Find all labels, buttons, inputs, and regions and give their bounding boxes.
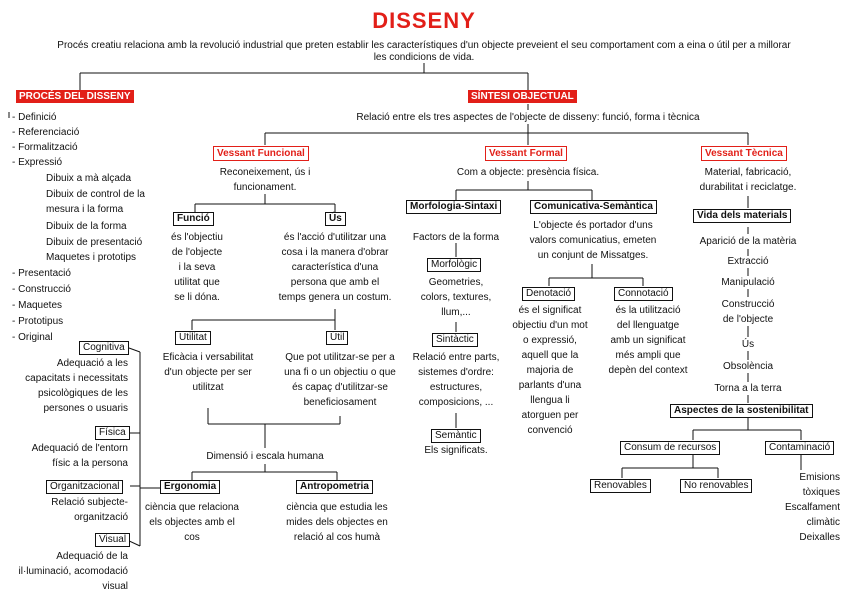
connotacio-box: Connotació	[614, 287, 673, 301]
renovables-box: Renovables	[590, 479, 651, 493]
list-subitem: Dibuix de presentació	[46, 237, 143, 248]
antropometria-box: Antropometria	[296, 480, 373, 494]
text-line: aquell que la	[521, 350, 579, 361]
list-item: - Maquetes	[12, 300, 63, 311]
list-subitem: Dibuix a mà alçada	[46, 173, 132, 184]
text-line: Geometries,	[428, 277, 484, 288]
text-line: d'un objecte per ser	[164, 367, 252, 378]
text-line: visual	[102, 581, 128, 592]
text-line: més ampli que	[615, 350, 681, 361]
text-line: durabilitat i reciclatge.	[699, 182, 797, 193]
text-line: tòxiques	[802, 487, 840, 498]
text-line: Adequació de la	[56, 551, 128, 562]
vida-step: Ús	[741, 339, 755, 350]
text-line: se li dóna.	[174, 292, 220, 303]
text-line: sistemes d'ordre:	[418, 367, 494, 378]
text-line: organització	[74, 512, 128, 523]
text-line: cosa i la manera d'obrar	[281, 247, 389, 258]
text-line: Material, fabricació,	[704, 167, 792, 178]
sintesi-header: SÍNTESI OBJECTUAL	[468, 90, 577, 103]
list-item: - Expressió	[12, 157, 63, 168]
text-line: un conjunt de Missatges.	[537, 250, 649, 261]
text-line: utilitzat	[192, 382, 224, 393]
vida-step: de l'objecte	[722, 314, 774, 325]
proces-header: PROCÉS DEL DISSENY	[16, 90, 134, 103]
list-subitem: mesura i la forma	[46, 204, 124, 215]
ergonomia-text	[132, 500, 252, 545]
text-line: Adequació de l'entorn	[31, 443, 128, 454]
text-line: atorguen per	[521, 410, 579, 421]
vessant-tecnica: Vessant Tècnica	[701, 146, 787, 161]
text-line: relació al cos humà	[293, 532, 381, 543]
denotacio-text	[500, 303, 600, 438]
text-line: Emisions	[799, 472, 840, 483]
funcio-text	[150, 230, 244, 305]
list-subitem: Maquetes i prototips	[46, 252, 137, 263]
text-line: ciència que relaciona	[145, 502, 239, 513]
intro-line-1: Procés creatiu relaciona amb la revolució industrial que preten establir les característiques d'un objecte preveient el seu comportament com a eina o útil per a millorar	[57, 40, 791, 51]
util-text	[270, 350, 410, 410]
denotacio-box: Denotació	[522, 287, 575, 301]
list-item: - Construcció	[12, 284, 71, 295]
text-line: Que pot utilitzar-se per a	[285, 352, 395, 363]
list-subitem: Dibuix de control de la	[46, 189, 145, 200]
morfologia-sub: Factors de la forma	[412, 232, 500, 243]
ergonomia-box: Ergonomia	[160, 480, 220, 494]
text-line: Relació subjecte-	[51, 497, 128, 508]
text-line: o expressió,	[523, 335, 577, 346]
consum-recursos-box: Consum de recursos	[620, 441, 720, 455]
text-line: Escalfament	[784, 502, 840, 513]
utilitat-box: Utilitat	[175, 331, 211, 345]
visual-box: Visual	[95, 533, 130, 547]
text-line: una fi o un objectiu o que	[284, 367, 396, 378]
text-line: és la utilització	[615, 305, 681, 316]
vessant-funcional: Vessant Funcional	[213, 146, 309, 161]
list-item: - Prototipus	[12, 316, 64, 327]
aspectes-sostenibilitat-box: Aspectes de la sostenibilitat	[670, 404, 813, 418]
util-box: Útil	[326, 331, 348, 345]
text-line: mides dels objectes en	[286, 517, 388, 528]
text-line: utilitat que	[174, 277, 220, 288]
text-line: és capaç d'utilitzar-se	[292, 382, 388, 393]
list-subitem: Dibuix de la forma	[46, 221, 127, 232]
text-line: majoria de	[526, 365, 574, 376]
organitzacional-text	[4, 495, 128, 525]
vida-step: Torna a la terra	[714, 383, 782, 394]
contaminacio-box: Contaminació	[765, 441, 834, 455]
fisica-box: Física	[95, 426, 130, 440]
list-item: - Referenciació	[12, 127, 80, 138]
tecnica-desc	[680, 165, 816, 195]
text-line: Deixalles	[799, 532, 840, 543]
intro-line-2: les condicions de vida.	[373, 52, 475, 63]
text-line: llum,...	[441, 307, 471, 318]
vida-step: Extracció	[727, 256, 769, 267]
text-line: Relació entre parts,	[412, 352, 500, 363]
text-line: capacitats i necessitats	[25, 373, 128, 384]
contaminacio-text	[730, 470, 840, 545]
text-line: i la seva	[178, 262, 216, 273]
text-line: és l'objectiu	[171, 232, 223, 243]
cognitiva-text	[4, 356, 128, 416]
text-line: ciència que estudia les	[286, 502, 388, 513]
comunicativa-text	[522, 218, 664, 263]
text-line: L'objecte és portador d'uns	[533, 220, 653, 231]
semantic-text: Els significats.	[424, 445, 488, 456]
text-line: convenció	[527, 425, 573, 436]
morfologic-box: Morfològic	[427, 258, 481, 272]
utilitat-text	[140, 350, 276, 395]
vida-materials-box: Vida dels materials	[693, 209, 791, 223]
text-line: és l'acció d'utilitzar una	[283, 232, 387, 243]
text-line: cos	[184, 532, 200, 543]
text-line: característica d'una	[291, 262, 379, 273]
text-line: temps genera un costum.	[278, 292, 392, 303]
page-title: DISSENY	[372, 8, 476, 33]
no-renovables-box: No renovables	[680, 479, 752, 493]
morfologia-box: Morfologia-Sintaxi	[406, 200, 501, 214]
text-line: objectiu d'un mot	[512, 320, 588, 331]
text-line: psicològiques de les	[37, 388, 128, 399]
formal-desc: Com a objecte: presència física.	[456, 167, 600, 178]
text-line: de l'objecte	[171, 247, 223, 258]
morfologic-text	[396, 275, 516, 320]
text-line: persona que amb el	[290, 277, 380, 288]
sintactic-box: Sintàctic	[432, 333, 478, 347]
sintactic-text	[396, 350, 516, 410]
list-item: - Original	[12, 332, 53, 343]
visual-text	[4, 549, 128, 594]
sintesi-desc: Relació entre els tres aspectes de l'objecte de disseny: funció, forma i tècnica	[356, 112, 700, 123]
list-item: - Definició	[12, 112, 57, 123]
text-line: estructures,	[429, 382, 483, 393]
text-line: físic a la persona	[52, 458, 128, 469]
antropometria-text	[267, 500, 407, 545]
text-line: colors, textures,	[420, 292, 492, 303]
fisica-text	[4, 441, 128, 471]
organitzacional-box: Organitzacional	[46, 480, 123, 494]
intro-text	[0, 40, 848, 64]
dimensio-text: Dimensió i escala humana	[206, 451, 324, 462]
text-line: funcionament.	[233, 182, 297, 193]
text-line: llengua li	[530, 395, 570, 406]
text-line: depèn del context	[608, 365, 688, 376]
text-line: persones o usuaris	[43, 403, 128, 414]
semantic-box: Semàntic	[431, 429, 481, 443]
text-line: climàtic	[806, 517, 840, 528]
vida-step: Aparició de la matèria	[699, 236, 797, 247]
comunicativa-box: Comunicativa-Semàntica	[530, 200, 657, 214]
list-item: - Formalització	[12, 142, 78, 153]
funcio-box: Funció	[173, 212, 214, 226]
text-line: Eficàcia i versabilitat	[162, 352, 254, 363]
text-line: és el significat	[518, 305, 582, 316]
text-line: beneficiosament	[303, 397, 377, 408]
text-line: il·luminació, acomodació	[18, 566, 128, 577]
funcional-desc	[195, 165, 335, 195]
vida-step: Manipulació	[721, 277, 775, 288]
list-item: - Presentació	[12, 268, 71, 279]
vida-step: Construcció	[721, 299, 775, 310]
text-line: parlants d'una	[518, 380, 582, 391]
text-line: els objectes amb el	[149, 517, 235, 528]
text-line: valors comunicatius, emeten	[529, 235, 657, 246]
cognitiva-box: Cognitiva	[79, 341, 129, 355]
vessant-formal: Vessant Formal	[485, 146, 567, 161]
text-line: del llenguatge	[616, 320, 680, 331]
vida-step: Obsolència	[722, 361, 774, 372]
text-line: composicions, ...	[418, 397, 494, 408]
text-line: Adequació a les	[56, 358, 128, 369]
us-box: Ús	[325, 212, 346, 226]
text-line: amb un significat	[610, 335, 686, 346]
us-text	[265, 230, 405, 305]
text-line: Reconeixement, ús i	[219, 167, 311, 178]
